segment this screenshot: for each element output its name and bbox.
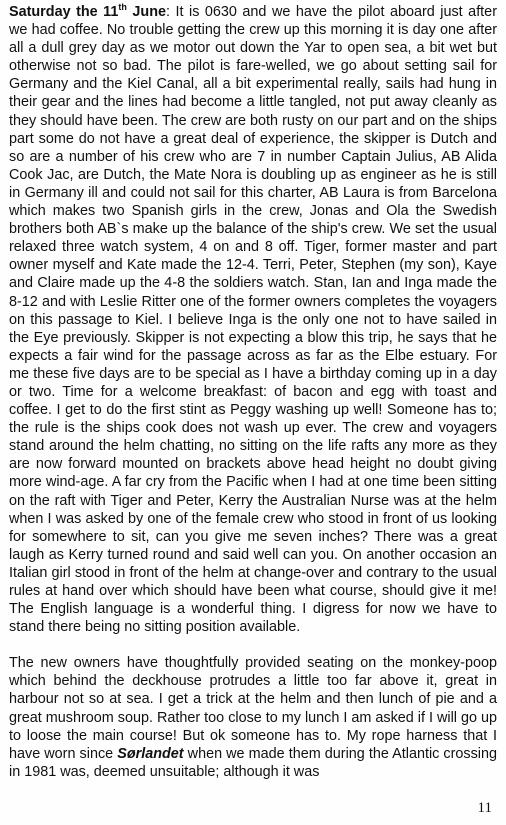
heading-day-label: Saturday the 11	[9, 4, 119, 20]
paragraph-2-text-after: when we made them during the Atlantic crossing in 1981 was, deemed unsuitable; although it was	[9, 745, 497, 780]
page-number: 11	[477, 800, 492, 816]
heading-superscript: th	[118, 2, 127, 13]
ship-name: Sørlandet	[117, 745, 184, 762]
paragraph-2	[9, 654, 497, 781]
paragraph-2-text-before: The new owners have thoughtfully provided seating on the monkey-poop which behind the deckhouse protrudes a little too far above it, great in harbour not so at sea. I get a trick at the helm and then lunch of pie and a great mushroom soup. Rather too close to my lunch I am asked if I will go up to loose the main course! But ok someone has to. My rope harness that I have worn since	[9, 655, 497, 762]
entry-heading	[9, 4, 166, 20]
body-text	[9, 3, 497, 781]
heading-month: June	[126, 4, 166, 20]
paragraph-1	[9, 3, 497, 636]
paragraph-1-text: : It is 0630 and we have the pilot aboard just after we had coffee. No trouble getting the crew up this morning it is day one after all a dull grey day as we motor out down the Yar to open sea, a bit wet but otherwise not so bad. The pilot is fare-welled, we go about setting sail for Germany and the Kiel Canal, all a bit experimental really, sails had hung in their gear and the lines had become a little tangled, not put away cleanly as they should have been. The crew are both rusty on our part and on the ships part some do not have a great deal of experience, the skipper is Dutch and so are a number of his crew who are 7 in number Captain Julius, AB Alida Cook Jac, are Dutch, the Mate Nora is doubling up as engineer as he is still in Germany ill and could not sail for this charter, AB Laura is from Barcelona which makes two Spanish girls in the crew, Jonas and Ola the Swedish brothers both AB`s make up the balance of the ship's crew. We set the usual relaxed three watch system, 4 on and 8 off. Tiger, former master and part owner myself and Kate made the 12-4. Terri, Peter, Stephen (my son), Kaye and Claire made up the 4-8 the soldiers watch. Stan, Ian and Inga made the 8-12 and with Leslie Ritter one of the former owners completes the voyagers on this passage to Kiel. I believe Inga is the only one not to have sailed in the Eye previously. Skipper is not expecting a blow this trip, he says that he expects a fair wind for the passage across as far as the Elbe estuary. For me these five days are to be special as I have a birthday coming up in a day or two. Time for a welcome breakfast: of bacon and egg with toast and coffee. I get to do the first stint as Peggy washing up well! Someone has to; the rule is the ships cook does not wash up ever. The crew and voyagers stand around the helm chatting, no sitting on the life rafts any more as they are now forward mounted on brackets above head height no doubt giving more wind-age. A far cry from the Pacific when I had at one time been sitting on the raft with Tiger and Peter, Kerry the Australian Nurse was at the helm when I was asked by one of the female crew who stood in front of us looking for somewhere to sit, can you give me seven inches? There was a great laugh as Kerry turned round and said well can you. On another occasion an Italian girl stood in front of the helm at change-over and contrary to the usual rules at hand over which should have been what course, should give it me! The English language is a wonderful thing. I digress for now we have to stand there being no sitting position available.	[9, 4, 497, 636]
